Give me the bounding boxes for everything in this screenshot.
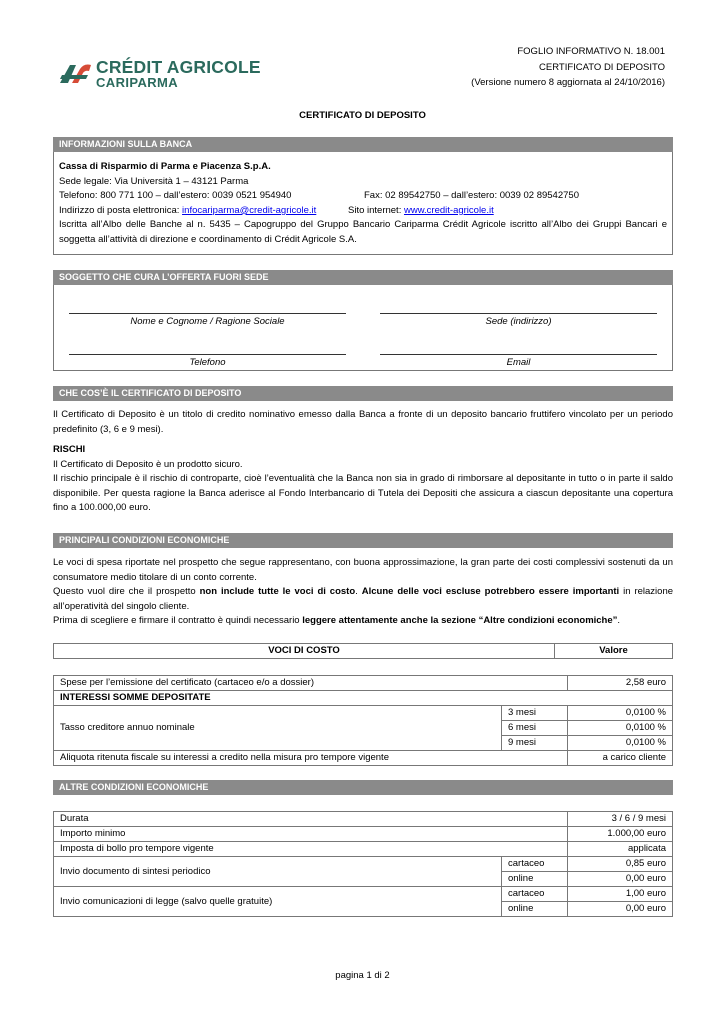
bank-site-link[interactable]: www.credit-agricole.it: [403, 204, 494, 216]
seat-signature-line: [380, 313, 657, 314]
table-row: [54, 691, 673, 706]
section-other-heading: ALTRE CONDIZIONI ECONOMICHE: [53, 780, 673, 795]
stamp-duty-label: Imposta di bollo pro tempore vigente: [54, 842, 568, 857]
rate-term: 6 mesi: [502, 721, 568, 736]
document-title: CERTIFICATO DI DEPOSITO: [299, 110, 426, 121]
conditions-text: [53, 556, 673, 629]
interest-heading: INTERESSI SOMME DEPOSITATE: [54, 691, 673, 706]
rate-term: 9 mesi: [502, 736, 568, 751]
periodic-value: 0,00 euro: [568, 872, 673, 887]
bank-address: Sede legale: Via Università 1 – 43121 Parma: [59, 175, 249, 187]
communications-label: Invio comunicazioni di legge (salvo quelle gratuite): [54, 887, 502, 917]
bank-site-label: Sito internet:: [348, 204, 404, 216]
bank-email-label: Indirizzo di posta elettronica:: [59, 204, 183, 216]
brand-logo: [58, 55, 278, 95]
bank-email-link[interactable]: infocariparma@credit-agricole.it: [182, 204, 317, 216]
periodic-label: Invio documento di sintesi periodico: [54, 857, 502, 887]
credit-agricole-logo-icon: [58, 59, 94, 89]
offer-box: [53, 285, 673, 371]
stamp-duty-value: applicata: [568, 842, 673, 857]
conditions-p1: Le voci di spesa riportate nel prospetto che segue rappresentano, con buona approssimazione, la gran parte dei costi complessivi sostenuti da un consumatore medio titolare di un conto corrente.: [53, 557, 673, 583]
table-row: [54, 887, 673, 902]
cost-col-value: Valore: [555, 644, 673, 659]
communications-mode: cartaceo: [502, 887, 568, 902]
risks-line-2: Il rischio principale è il rischio di controparte, cioè l’eventualità che la Banca non sia in grado di rimborsare al depositante in tutto o in parte il saldo disponibile. Per questa ragione la Banca aderisce al Fondo Interbancario di Tutela dei Depositi che assicura a ciascun depositante una copertura fino a 100.000,00 euro.: [53, 473, 673, 513]
email-signature-line: [380, 354, 657, 355]
seat-label: Sede (indirizzo): [485, 316, 552, 327]
what-is-intro: Il Certificato di Deposito è un titolo di credito nominativo emesso dalla Banca a fronte di un deposito bancario fruttifero vincolato per un periodo predefinito (3, 6 e 9 mesi).: [53, 409, 673, 435]
table-row: [54, 857, 673, 872]
cost-col-label: VOCI DI COSTO: [54, 644, 555, 659]
header-line-3: (Versione numero 8 aggiornata al 24/10/2016): [471, 77, 665, 88]
cost-table: [53, 675, 673, 766]
tax-value: a carico cliente: [568, 751, 673, 766]
header-line-2: CERTIFICATO DI DEPOSITO: [539, 61, 665, 73]
document-header: [471, 44, 665, 91]
risks-line-1: Il Certificato di Deposito è un prodotto sicuro.: [53, 458, 243, 470]
periodic-mode: cartaceo: [502, 857, 568, 872]
tax-label: Aliquota ritenuta fiscale su interessi a credito nella misura pro tempore vigente: [54, 751, 568, 766]
section-bank-info-heading: INFORMAZIONI SULLA BANCA: [53, 137, 673, 152]
name-signature-line: [69, 313, 346, 314]
min-amount-label: Importo minimo: [54, 827, 568, 842]
page-number: pagina 1 di 2: [335, 970, 390, 981]
section-what-is-heading: CHE COS’È IL CERTIFICATO DI DEPOSITO: [53, 386, 673, 401]
header-line-1: FOGLIO INFORMATIVO N. 18.001: [517, 46, 665, 57]
table-row: [54, 751, 673, 766]
rate-value: 0,0100 %: [568, 706, 673, 721]
rate-term: 3 mesi: [502, 706, 568, 721]
periodic-mode: online: [502, 872, 568, 887]
min-amount-value: 1.000,00 euro: [568, 827, 673, 842]
section-offer-heading: SOGGETTO CHE CURA L’OFFERTA FUORI SEDE: [53, 270, 673, 285]
phone-label: Telefono: [189, 357, 226, 368]
brand-name: CRÉDIT AGRICOLE: [96, 57, 261, 77]
table-row: [54, 812, 673, 827]
rate-label: Tasso creditore annuo nominale: [54, 706, 502, 751]
phone-signature-line: [69, 354, 346, 355]
communications-mode: online: [502, 902, 568, 917]
issue-value: 2,58 euro: [568, 676, 673, 691]
issue-label: Spese per l’emissione del certificato (cartaceo e/o a dossier): [54, 676, 568, 691]
risks-title: RISCHI: [53, 444, 86, 455]
other-conditions-table: [53, 811, 673, 917]
periodic-value: 0,85 euro: [568, 857, 673, 872]
table-row: [54, 676, 673, 691]
bank-fax: Fax: 02 89542750 – dall’estero: 0039 02 89542750: [364, 190, 579, 202]
rate-value: 0,0100 %: [568, 721, 673, 736]
bank-name: Cassa di Risparmio di Parma e Piacenza S.p.A.: [59, 161, 271, 172]
cost-table-header: [53, 643, 673, 659]
rate-value: 0,0100 %: [568, 736, 673, 751]
conditions-p2: Questo vuol dire che il prospetto non include tutte le voci di costo. Alcune delle voci escluse potrebbero essere importanti in relazione all’operatività del singolo cliente.: [53, 586, 674, 612]
communications-value: 1,00 euro: [568, 887, 673, 902]
name-label: Nome e Cognome / Ragione Sociale: [130, 316, 285, 327]
brand-subname: CARIPARMA: [96, 75, 179, 90]
communications-value: 0,00 euro: [568, 902, 673, 917]
table-row: [54, 706, 673, 721]
bank-phone: Telefono: 800 771 100 – dall’estero: 0039 0521 954940: [59, 190, 292, 202]
duration-value: 3 / 6 / 9 mesi: [568, 812, 673, 827]
section-conditions-heading: PRINCIPALI CONDIZIONI ECONOMICHE: [53, 533, 673, 548]
email-label: Email: [506, 357, 531, 368]
conditions-p3: Prima di scegliere e firmare il contratto è quindi necessario leggere attentamente anche la sezione “Altre condizioni economiche”.: [53, 615, 621, 626]
what-is-text: [53, 408, 673, 516]
table-row: [54, 827, 673, 842]
bank-register: Iscritta all’Albo delle Banche al n. 5435 – Capogruppo del Gruppo Bancario Cariparma Crédit Agricole iscritto all’Albo dei Gruppi Bancari e soggetta all’attività di direzione e coordinamento di Crédit Agricole S.A.: [59, 219, 667, 245]
table-row: [54, 842, 673, 857]
duration-label: Durata: [54, 812, 568, 827]
bank-info-box: [53, 152, 673, 255]
